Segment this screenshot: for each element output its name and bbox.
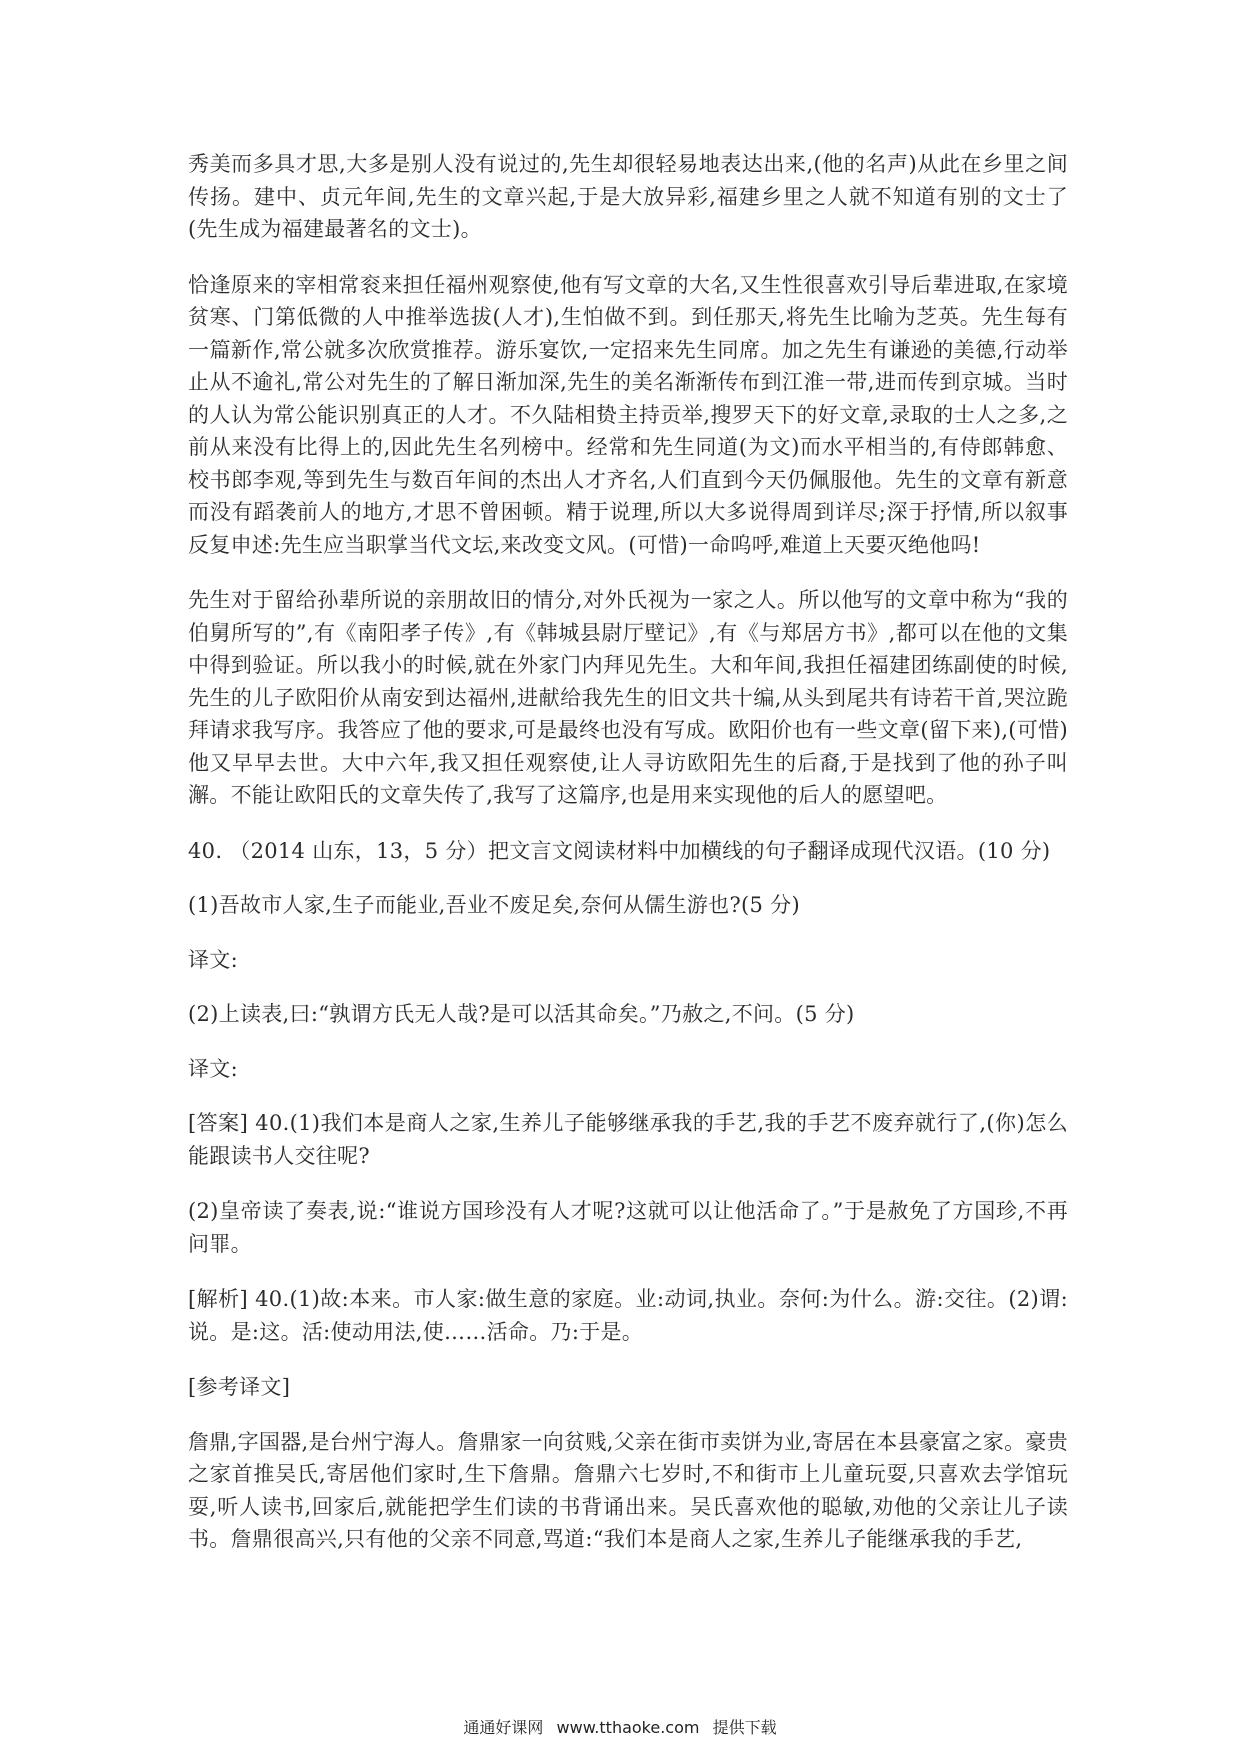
question-40-item-1: (1)吾故市人家,生子而能业,吾业不废足矣,奈何从儒生游也?(5 分) [188,893,800,917]
document-body [188,148,1068,1579]
translation-label-2: 译文: [188,1056,238,1081]
answer-part-2: (2)皇帝读了奏表,说:“谁说方国珍没有人才呢?这就可以让他活命了。”于是赦免了方国珍,不再问罪。 [188,1199,1068,1256]
reference-translation-text: 詹鼎,字国器,是台州宁海人。詹鼎家一向贫贱,父亲在街市卖饼为业,寄居在本县豪富之家。豪贵之家首推吴氏,寄居他们家时,生下詹鼎。詹鼎六七岁时,不和街市上儿童玩耍,只喜欢去学馆玩耍,听人读书,回家后,就能把学生们读的书背诵出来。吴氏喜欢他的聪敏,劝他的父亲让儿子读书。詹鼎很高兴,只有他的父亲不同意,骂道:“我们本是商人之家,生养儿子能继承我的手艺, [188,1429,1068,1551]
footer-url[interactable]: www.tthaoke.com [556,1718,700,1737]
analysis-section: [解析] 40.(1)故:本来。市人家:做生意的家庭。业:动词,执业。奈何:为什么。游:交往。(2)谓:说。是:这。活:使动用法,使……活命。乃:于是。 [188,1287,1068,1344]
translation-label-1: 译文: [188,947,238,972]
footer-note: 提供下载 [712,1718,777,1737]
question-40-item-2: (2)上读表,曰:“孰谓方氏无人哉?是可以活其命矣。”乃赦之,不问。(5 分) [188,1002,855,1026]
question-40-heading: 40. （2014 山东，13，5 分）把文言文阅读材料中加横线的句子翻译成现代汉语。(10 分) [188,838,1051,863]
footer-site-name: 通通好课网 [463,1718,544,1737]
page-footer [0,1715,1240,1738]
paragraph-family-ties: 先生对于留给孙辈所说的亲朋故旧的情分,对外氏视为一家之人。所以他写的文章中称为“我的伯舅所写的”,有《南阳孝子传》,有《韩城县尉厅壁记》,有《与郑居方书》,都可以在他的文集中得到验证。所以我小的时候,就在外家门内拜见先生。大和年间,我担任福建团练副使的时候,先生的儿子欧阳价从南安到达福州,进献给我先生的旧文共十编,从头到尾共有诗若干首,哭泣跪拜请求我写序。我答应了他的要求,可是最终也没有写成。欧阳价也有一些文章(留下来),(可惜)他又早早去世。大中六年,我又担任观察使,让人寻访欧阳先生的后裔,于是找到了他的孙子叫澥。不能让欧阳氏的文章失传了,我写了这篇序,也是用来实现他的后人的愿望吧。 [188,588,1068,807]
reference-translation-heading: [参考译文] [188,1375,291,1399]
paragraph-translation-intro: 秀美而多具才思,大多是别人没有说过的,先生却很轻易地表达出来,(他的名声)从此在乡里之间传扬。建中、贞元年间,先生的文章兴起,于是大放异彩,福建乡里之人就不知道有别的文士了(先生成为福建最著名的文士)。 [188,152,1068,241]
answer-part-1: [答案] 40.(1)我们本是商人之家,生养儿子能够继承我的手艺,我的手艺不废弃就行了,(你)怎么能跟读书人交往呢? [188,1111,1068,1168]
paragraph-changgun: 恰逢原来的宰相常衮来担任福州观察使,他有写文章的大名,又生性很喜欢引导后辈进取,在家境贫寒、门第低微的人中推举选拔(人才),生怕做不到。到任那天,将先生比喻为芝英。先生每有一篇新作,常公就多次欣赏推荐。游乐宴饮,一定招来先生同席。加之先生有谦逊的美德,行动举止从不逾礼,常公对先生的了解日渐加深,先生的美名渐渐传布到江淮一带,进而传到京城。当时的人认为常公能识别真正的人才。不久陆相贽主持贡举,搜罗天下的好文章,录取的士人之多,之前从来没有比得上的,因此先生名列榜中。经常和先生同道(为文)而水平相当的,有侍郎韩愈、校书郎李观,等到先生与数百年间的杰出人才齐名,人们直到今天仍佩服他。先生的文章有新意而没有蹈袭前人的地方,才思不曾困顿。精于说理,所以大多说得周到详尽;深于抒情,所以叙事反复申述:先生应当职掌当代文坛,来改变文风。(可惜)一命呜呼,难道上天要灭绝他吗! [188,272,1068,557]
